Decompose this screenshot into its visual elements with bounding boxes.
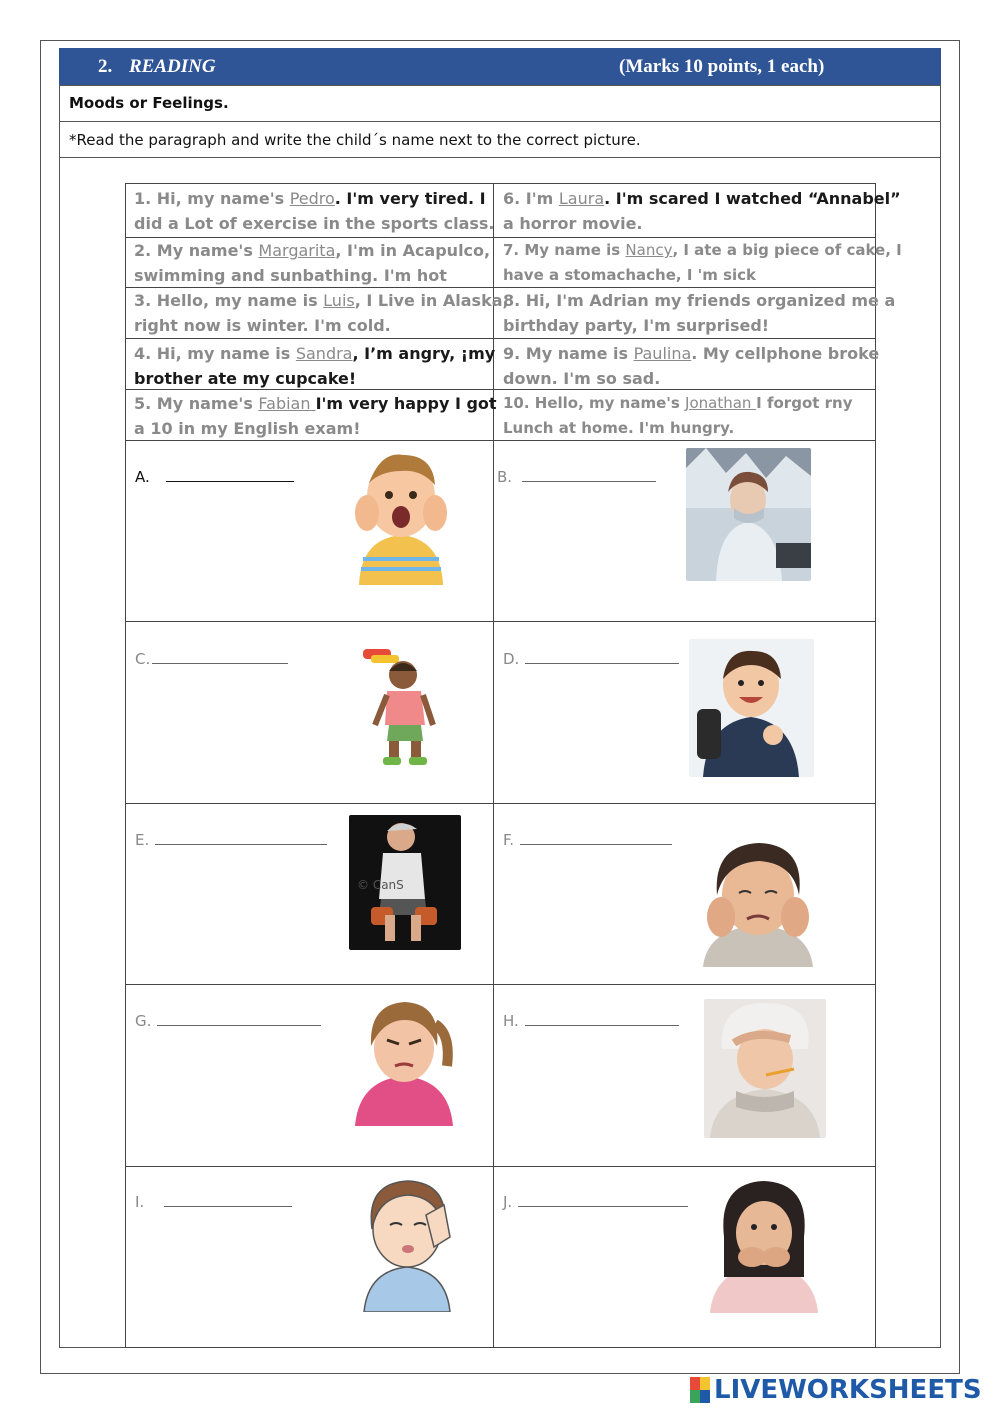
- logo-mark-icon: [690, 1377, 710, 1403]
- table-rule: [125, 338, 876, 339]
- answer-b: B.: [497, 467, 656, 486]
- sad-girl-image: [695, 839, 821, 967]
- answer-a: A.: [135, 467, 294, 486]
- paragraph-6: 6. I'm Laura. I'm scared I watched “Annabel” a horror movie.: [503, 189, 901, 233]
- answer-e-input[interactable]: [155, 830, 327, 845]
- paragraph-7: 7. My name is Nancy, I ate a big piece of cake, I have a stomachache, I 'm sick: [503, 241, 902, 284]
- section-header: [59, 48, 941, 85]
- brand-text: LIVEWORKSHEETS: [714, 1375, 982, 1405]
- answer-j: J.: [503, 1192, 688, 1211]
- paragraph-4: 4. Hi, my name is Sandra, I’m angry, ¡my brother ate my cupcake!: [134, 344, 496, 388]
- paragraph-2: 2. My name's Margarita, I'm in Acapulco, swimming and sunbathing. I'm hot: [134, 241, 491, 285]
- answer-g-input[interactable]: [157, 1011, 321, 1026]
- hot-exhausted-boy-image: [349, 815, 461, 950]
- liveworksheets-logo[interactable]: [690, 1376, 982, 1404]
- answer-b-input[interactable]: [522, 467, 656, 482]
- answer-j-input[interactable]: [518, 1192, 688, 1207]
- divider: [59, 121, 941, 122]
- divider: [59, 85, 941, 86]
- section-title: READING: [129, 56, 216, 77]
- instruction: *Read the paragraph and write the child´s name next to the correct picture.: [69, 131, 641, 149]
- answer-a-input[interactable]: [166, 467, 294, 482]
- answer-d: D.: [503, 649, 679, 668]
- answer-c-input[interactable]: [152, 649, 288, 664]
- table-rule: [125, 621, 876, 622]
- table-rule: [125, 803, 876, 804]
- answer-i-input[interactable]: [164, 1192, 292, 1207]
- paragraph-8: 8. Hi, I'm Adrian my friends organized me a birthday party, I'm surprised!: [503, 291, 896, 335]
- table-rule: [125, 1166, 876, 1167]
- table-rule: [125, 984, 876, 985]
- tired-boy-cartoon-image: [341, 641, 463, 771]
- answer-h-input[interactable]: [525, 1011, 679, 1026]
- paragraph-9: 9. My name is Paulina. My cellphone broke down. I'm so sad.: [503, 344, 880, 388]
- answer-h: H.: [503, 1011, 679, 1030]
- answer-c: C.: [135, 649, 288, 668]
- surprised-boy-image: [341, 447, 461, 585]
- answer-d-input[interactable]: [525, 649, 679, 664]
- section-number: 2.: [98, 56, 113, 77]
- answer-i: I.: [135, 1192, 292, 1211]
- answer-g: G.: [135, 1011, 321, 1030]
- paragraph-10: 10. Hello, my name's Jonathan I forgot rny Lunch at home. I'm hungry.: [503, 394, 853, 437]
- answer-e: E.: [135, 830, 327, 849]
- answer-f-input[interactable]: [520, 830, 672, 845]
- happy-boy-image: [689, 639, 814, 777]
- cold-child-image: [686, 448, 811, 581]
- paragraph-3: 3. Hello, my name is Luis, I Live in Alaska, right now is winter. I'm cold.: [134, 291, 509, 335]
- angry-girl-image: [347, 994, 461, 1126]
- divider: [59, 157, 941, 158]
- scared-girl-image: [702, 1177, 826, 1313]
- sick-girl-image: [704, 999, 826, 1138]
- answer-f: F.: [503, 830, 672, 849]
- paragraph-1: 1. Hi, my name's Pedro. I'm very tired. I did a Lot of exercise in the sports class.: [134, 189, 495, 233]
- hungry-girl-cartoon-image: [354, 1175, 460, 1312]
- subtitle: Moods or Feelings.: [69, 94, 229, 112]
- paragraph-5: 5. My name's Fabian I'm very happy I got a 10 in my English exam!: [134, 394, 497, 438]
- section-marks: (Marks 10 points, 1 each): [619, 56, 825, 77]
- svg-text:© CanS: © CanS: [357, 878, 404, 892]
